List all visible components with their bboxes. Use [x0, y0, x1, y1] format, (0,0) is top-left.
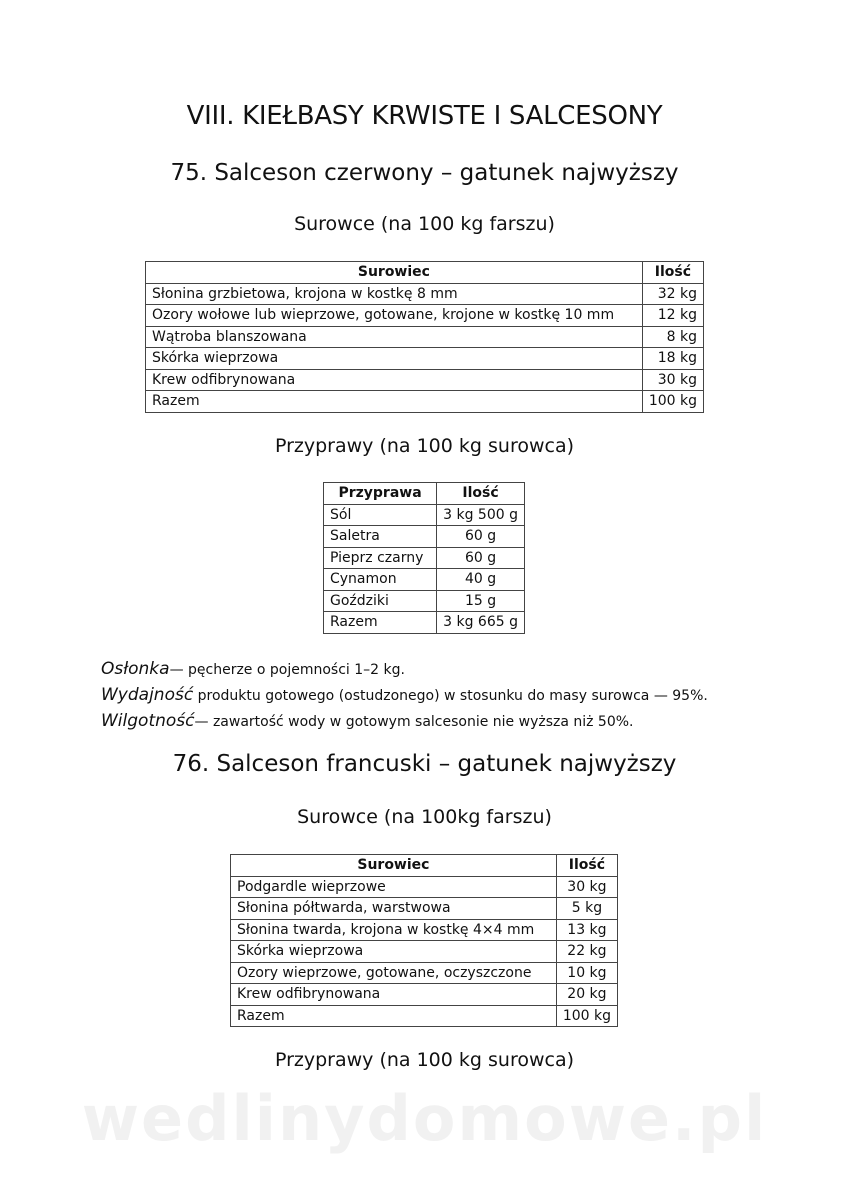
quantity-cell: 8 kg	[642, 326, 703, 348]
table-row	[231, 898, 618, 920]
spice-cell: Sól	[324, 504, 437, 526]
quantity-cell: 60 g	[437, 526, 525, 548]
ingredient-cell: Krew odfibrynowana	[146, 369, 643, 391]
table-header-row	[231, 855, 618, 877]
spice-cell: Cynamon	[324, 569, 437, 591]
quantity-cell: 22 kg	[556, 941, 617, 963]
note-text: produktu gotowego (ostudzonego) w stosunku do masy surowca — 95%.	[193, 688, 708, 704]
quantity-cell: 10 kg	[556, 962, 617, 984]
quantity-cell: 32 kg	[642, 283, 703, 305]
table-total-row	[146, 391, 704, 413]
table-row	[324, 526, 525, 548]
recipe-75-notes	[101, 657, 801, 735]
ingredient-cell: Razem	[231, 1005, 557, 1027]
watermark: wedlinydomowe.pl	[81, 1082, 768, 1155]
quantity-cell: 30 kg	[642, 369, 703, 391]
table-row	[146, 369, 704, 391]
table-row	[231, 919, 618, 941]
ingredient-cell: Skórka wieprzowa	[231, 941, 557, 963]
table-row	[231, 876, 618, 898]
table-row	[324, 547, 525, 569]
table-row	[231, 941, 618, 963]
ingredient-cell: Wątroba blanszowana	[146, 326, 643, 348]
recipe-75-spice-table	[323, 482, 525, 634]
table-header-row	[324, 483, 525, 505]
table-total-row	[231, 1005, 618, 1027]
recipe-75-raw-table	[145, 261, 704, 413]
quantity-cell: 12 kg	[642, 305, 703, 327]
ingredient-cell: Podgardle wieprzowe	[231, 876, 557, 898]
column-header: Ilość	[556, 855, 617, 877]
recipe-75-raw-heading: Surowce (na 100 kg farszu)	[294, 213, 555, 235]
ingredient-cell: Ozory wieprzowe, gotowane, oczyszczone	[231, 962, 557, 984]
recipe-75-spice-heading: Przyprawy (na 100 kg surowca)	[274, 435, 575, 457]
spice-cell: Saletra	[324, 526, 437, 548]
note-text: — zawartość wody w gotowym salcesonie nie wyższa niż 50%.	[194, 714, 634, 730]
note-casing	[101, 657, 801, 683]
ingredient-cell: Słonina grzbietowa, krojona w kostkę 8 mm	[146, 283, 643, 305]
quantity-cell: 40 g	[437, 569, 525, 591]
quantity-cell: 5 kg	[556, 898, 617, 920]
quantity-cell: 30 kg	[556, 876, 617, 898]
ingredient-cell: Ozory wołowe lub wieprzowe, gotowane, krojone w kostkę 10 mm	[146, 305, 643, 327]
note-text: — pęcherze o pojemności 1–2 kg.	[169, 662, 405, 678]
quantity-cell: 13 kg	[556, 919, 617, 941]
recipe-76-spice-heading: Przyprawy (na 100 kg surowca)	[274, 1049, 575, 1071]
column-header: Surowiec	[146, 262, 643, 284]
recipe-75-title: 75. Salceson czerwony – gatunek najwyższy	[170, 160, 679, 186]
table-header-row	[146, 262, 704, 284]
note-term: Wydajność	[101, 685, 194, 705]
note-moisture	[101, 709, 801, 735]
spice-cell: Pieprz czarny	[324, 547, 437, 569]
table-row	[231, 962, 618, 984]
table-row	[324, 590, 525, 612]
quantity-cell: 18 kg	[642, 348, 703, 370]
quantity-cell: 100 kg	[556, 1005, 617, 1027]
quantity-cell: 100 kg	[642, 391, 703, 413]
quantity-cell: 3 kg 500 g	[437, 504, 525, 526]
note-term: Osłonka	[101, 659, 170, 679]
ingredient-cell: Razem	[146, 391, 643, 413]
recipe-76-raw-table	[230, 854, 618, 1027]
table-row	[324, 569, 525, 591]
ingredient-cell: Słonina twarda, krojona w kostkę 4×4 mm	[231, 919, 557, 941]
table-row	[231, 984, 618, 1006]
quantity-cell: 3 kg 665 g	[437, 612, 525, 634]
recipe-76-raw-heading: Surowce (na 100kg farszu)	[297, 806, 552, 828]
column-header: Surowiec	[231, 855, 557, 877]
ingredient-cell: Skórka wieprzowa	[146, 348, 643, 370]
table-row	[324, 504, 525, 526]
table-row	[146, 283, 704, 305]
quantity-cell: 60 g	[437, 547, 525, 569]
spice-cell: Razem	[324, 612, 437, 634]
quantity-cell: 15 g	[437, 590, 525, 612]
quantity-cell: 20 kg	[556, 984, 617, 1006]
column-header: Ilość	[437, 483, 525, 505]
note-term: Wilgotność	[101, 711, 195, 731]
table-row	[146, 348, 704, 370]
spice-cell: Goździki	[324, 590, 437, 612]
note-yield	[101, 683, 801, 709]
ingredient-cell: Krew odfibrynowana	[231, 984, 557, 1006]
column-header: Przyprawa	[324, 483, 437, 505]
chapter-title: VIII. KIEŁBASY KRWISTE I SALCESONY	[186, 101, 663, 131]
table-row	[146, 305, 704, 327]
recipe-76-title: 76. Salceson francuski – gatunek najwyższy	[172, 751, 677, 777]
column-header: Ilość	[642, 262, 703, 284]
table-row	[146, 326, 704, 348]
table-total-row	[324, 612, 525, 634]
ingredient-cell: Słonina półtwarda, warstwowa	[231, 898, 557, 920]
